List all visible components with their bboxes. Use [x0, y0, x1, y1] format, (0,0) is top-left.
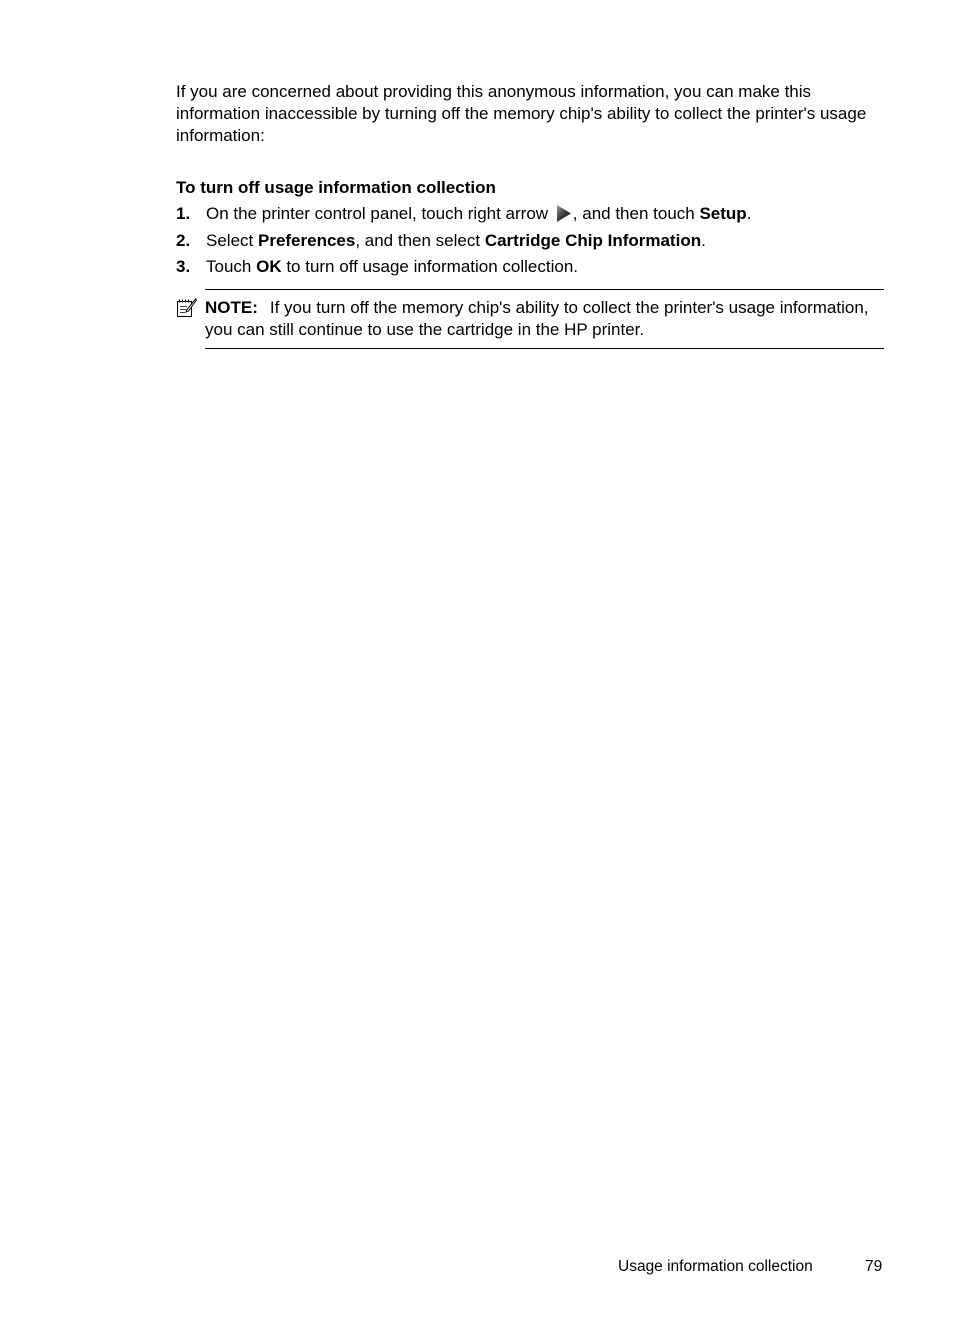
ok-term: OK	[256, 257, 282, 276]
note-text: If you turn off the memory chip's ability to collect the printer's usage information, you can still continue to use the cartridge in the HP printer.	[205, 298, 869, 339]
footer-section-title: Usage information collection	[618, 1258, 813, 1275]
intro-paragraph: If you are concerned about providing this anonymous information, you can make this information inaccessible by turning off the memory chip's ability to collect the printer's usage information:	[176, 82, 867, 145]
step-number: 2.	[176, 230, 191, 250]
step-2	[176, 230, 886, 257]
procedure-title: To turn off usage information collection	[176, 178, 496, 197]
cartridge-chip-term: Cartridge Chip Information	[484, 230, 702, 250]
step-text: .	[701, 230, 706, 250]
right-arrow-icon	[556, 205, 572, 222]
step-text: Touch	[206, 257, 257, 276]
step-text: On the printer control panel, touch right arrow	[206, 204, 553, 223]
step-number: 1.	[176, 204, 191, 223]
step-number: 3.	[176, 257, 191, 276]
note-bottom-rule	[205, 348, 884, 349]
step-text: Select	[206, 230, 258, 250]
step-3	[176, 256, 886, 283]
page-number: 79	[865, 1258, 883, 1275]
step-text: , and then touch	[572, 204, 700, 223]
step-text: , and then select	[355, 230, 485, 250]
note-label: NOTE:	[205, 298, 258, 317]
note-icon	[176, 297, 197, 318]
step-1	[176, 203, 886, 230]
step-text: .	[746, 204, 752, 223]
preferences-term: Preferences	[257, 230, 356, 250]
procedure-steps	[176, 203, 886, 283]
note-top-rule	[205, 289, 884, 290]
step-text: to turn off usage information collection.	[281, 257, 579, 276]
setup-term: Setup	[699, 204, 747, 223]
note-body	[205, 297, 885, 341]
